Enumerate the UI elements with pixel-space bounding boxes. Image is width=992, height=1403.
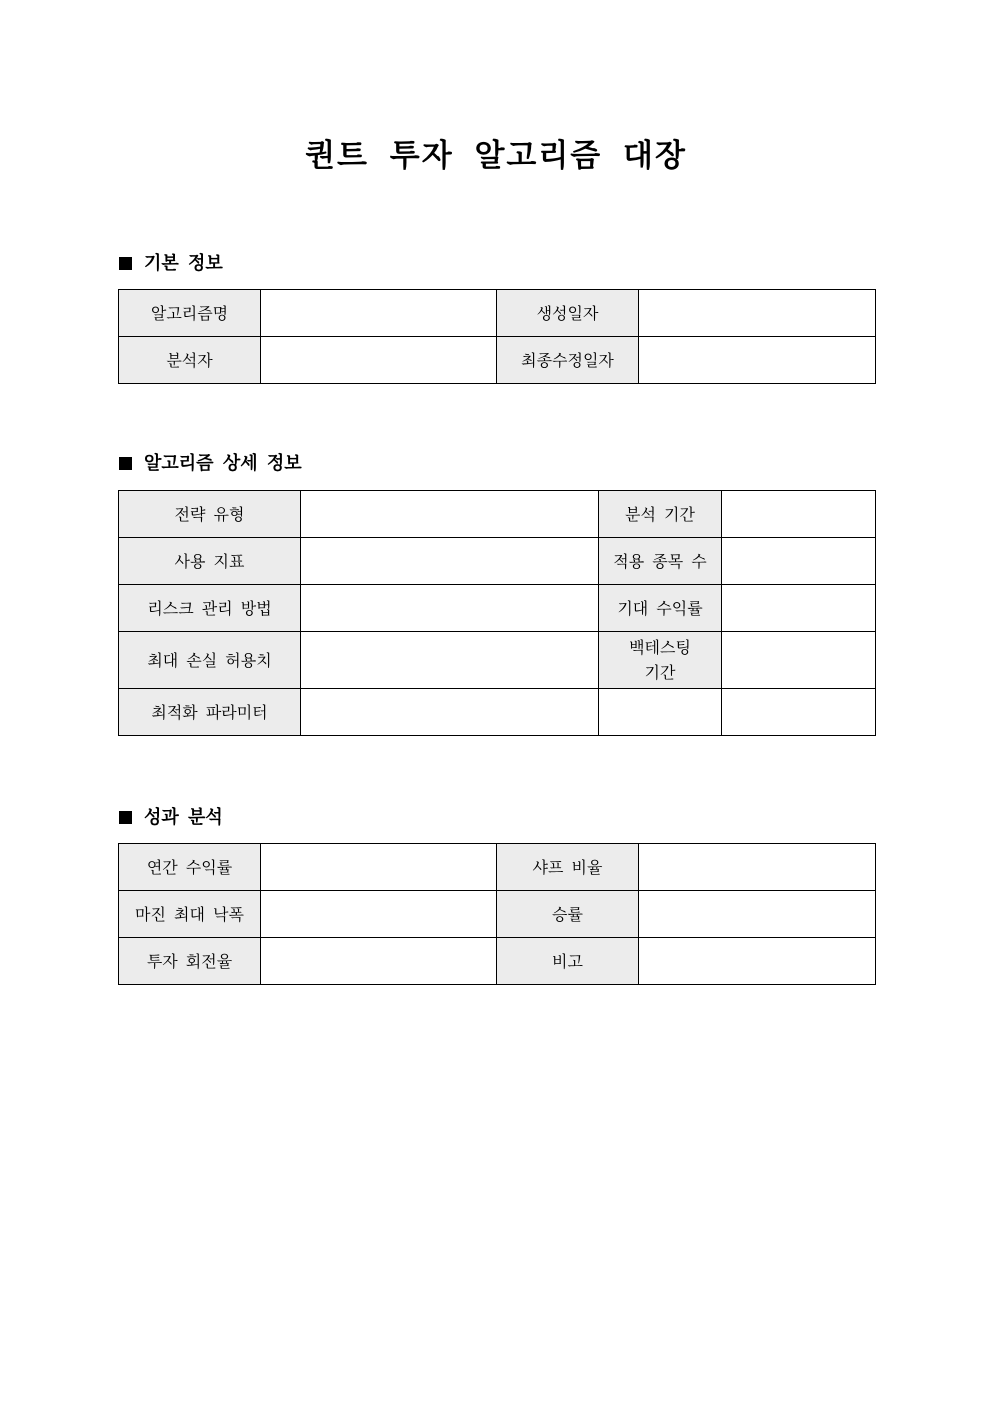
label-analyst: 분석자 <box>119 337 261 384</box>
label-algorithm-name: 알고리즘명 <box>119 290 261 337</box>
annual-return-field[interactable] <box>261 844 497 891</box>
label-remarks: 비고 <box>497 938 639 985</box>
square-bullet-icon <box>119 811 132 824</box>
square-bullet-icon <box>119 457 132 470</box>
applied-stock-count-field[interactable] <box>722 538 876 585</box>
label-indicators-used: 사용 지표 <box>119 538 301 585</box>
section-heading-algorithm-detail <box>119 451 302 477</box>
square-bullet-icon <box>119 257 132 270</box>
section-heading-basic-info <box>119 251 223 277</box>
table-row <box>119 538 876 585</box>
label-max-loss-tolerance: 최대 손실 허용치 <box>119 632 301 689</box>
label-last-modified-date: 최종수정일자 <box>497 337 639 384</box>
label-backtesting-line1: 백테스팅 <box>629 638 691 657</box>
remarks-field[interactable] <box>639 938 876 985</box>
label-turnover-rate: 투자 회전율 <box>119 938 261 985</box>
section-heading-text: 기본 정보 <box>144 253 223 274</box>
label-risk-management-method: 리스크 관리 방법 <box>119 585 301 632</box>
empty-label-cell[interactable] <box>599 689 722 736</box>
label-expected-return: 기대 수익률 <box>599 585 722 632</box>
basic-info-table <box>118 289 876 384</box>
analysis-period-field[interactable] <box>722 491 876 538</box>
label-sharpe-ratio: 샤프 비율 <box>497 844 639 891</box>
strategy-type-field[interactable] <box>301 491 599 538</box>
backtesting-period-field[interactable] <box>722 632 876 689</box>
max-loss-tolerance-field[interactable] <box>301 632 599 689</box>
sharpe-ratio-field[interactable] <box>639 844 876 891</box>
risk-management-method-field[interactable] <box>301 585 599 632</box>
section-heading-performance <box>119 805 223 831</box>
table-row <box>119 337 876 384</box>
document-title: 퀀트 투자 알고리즘 대장 <box>305 138 687 174</box>
indicators-used-field[interactable] <box>301 538 599 585</box>
label-strategy-type: 전략 유형 <box>119 491 301 538</box>
label-analysis-period: 분석 기간 <box>599 491 722 538</box>
table-row <box>119 585 876 632</box>
max-drawdown-field[interactable] <box>261 891 497 938</box>
table-row <box>119 891 876 938</box>
table-row <box>119 689 876 736</box>
label-win-rate: 승률 <box>497 891 639 938</box>
table-row <box>119 844 876 891</box>
table-row <box>119 938 876 985</box>
algorithm-name-field[interactable] <box>261 290 497 337</box>
label-backtesting-period <box>599 632 722 689</box>
last-modified-date-field[interactable] <box>639 337 876 384</box>
analyst-field[interactable] <box>261 337 497 384</box>
section-heading-text: 알고리즘 상세 정보 <box>144 453 302 474</box>
expected-return-field[interactable] <box>722 585 876 632</box>
created-date-field[interactable] <box>639 290 876 337</box>
label-backtesting-line2: 기간 <box>644 663 676 682</box>
label-created-date: 생성일자 <box>497 290 639 337</box>
label-max-drawdown: 마진 최대 낙폭 <box>119 891 261 938</box>
table-row <box>119 491 876 538</box>
optimization-parameters-field[interactable] <box>301 689 599 736</box>
table-row <box>119 290 876 337</box>
algorithm-detail-table <box>118 490 876 736</box>
table-row <box>119 632 876 689</box>
turnover-rate-field[interactable] <box>261 938 497 985</box>
label-applied-stock-count: 적용 종목 수 <box>599 538 722 585</box>
empty-value-cell[interactable] <box>722 689 876 736</box>
label-annual-return: 연간 수익률 <box>119 844 261 891</box>
section-heading-text: 성과 분석 <box>144 807 223 828</box>
performance-table <box>118 843 876 985</box>
label-optimization-parameters: 최적화 파라미터 <box>119 689 301 736</box>
win-rate-field[interactable] <box>639 891 876 938</box>
